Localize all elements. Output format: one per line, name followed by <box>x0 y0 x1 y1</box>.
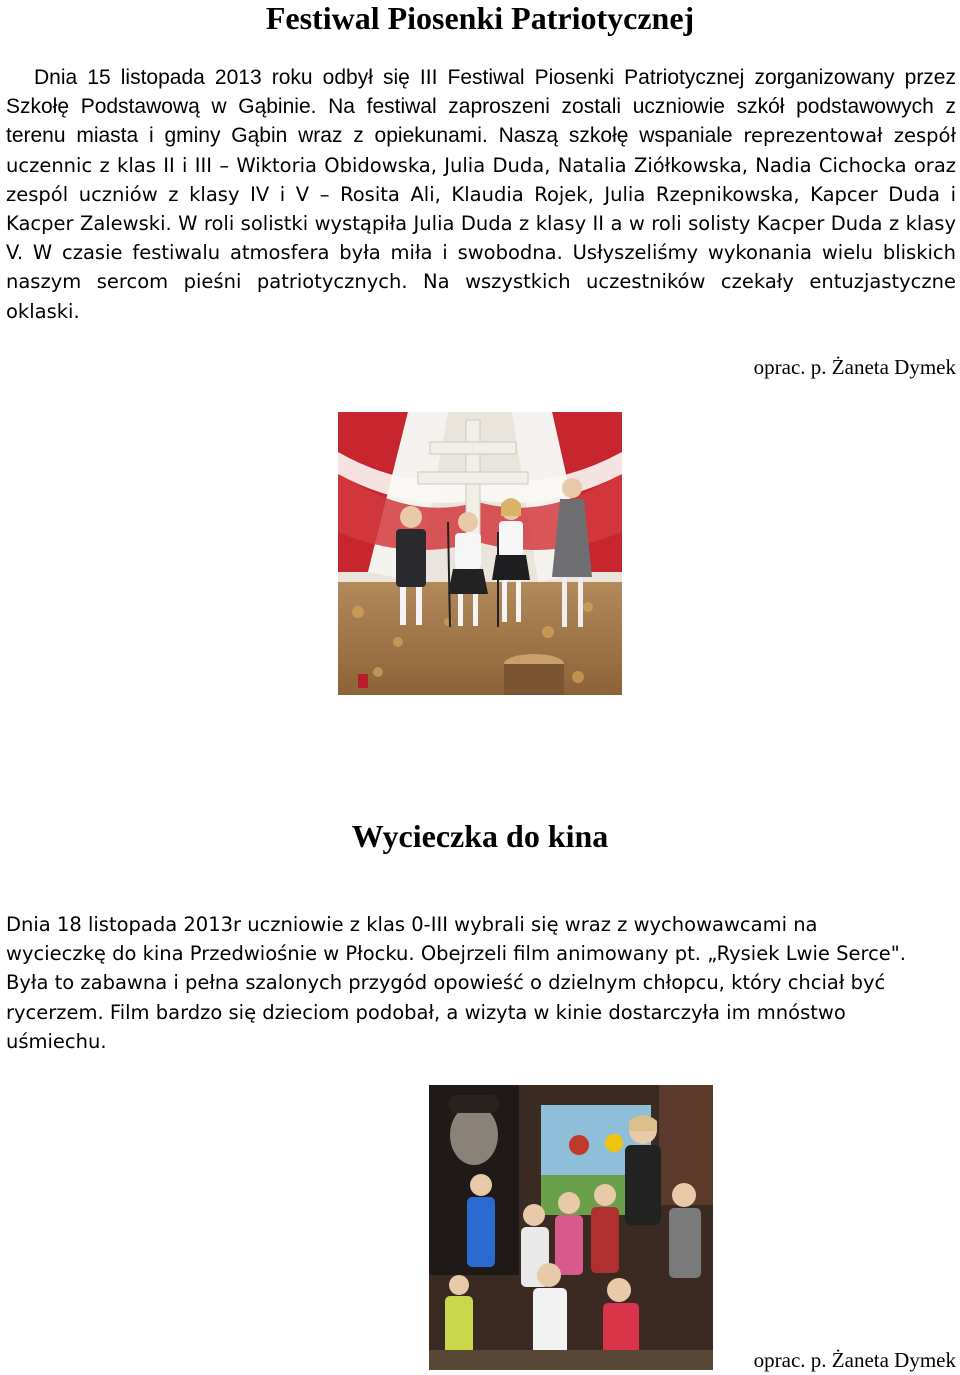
article-title-festival: Festiwal Piosenki Patriotycznej <box>265 0 695 36</box>
festival-stage-illustration <box>338 412 622 695</box>
festival-stage-photo <box>338 412 622 695</box>
article-author-festival: oprac. p. Żaneta Dymek <box>753 355 956 379</box>
article-body-cinema: Dnia 18 listopada 2013r uczniowie z klas 0-III wybrali się wraz z wychowawcami na wycieczkę do kina Przedwiośnie w Płocku. Obejrzeli film animowany pt. „Rysiek Lwie Serce". Była to zabawna i pełna szalonych przygód opowieść o dzielnym chłopcu, który chciał być rycerzem. Film bardzo się dzieciom podobał, a wizyta w kinie dostarczyła im mnóstwo uśmiechu. <box>6 913 906 1053</box>
article-body-festival-part2: reprezentował zespół uczennic z klas II i III – Wiktoria Obidowska, Julia Duda, Natalia Ziółkowska, Nadia Cichocka oraz zespól uczniów z klasy IV i V – Rosita Ali, Klaudia Rojek, Julia Rzepnikowska, Kapcer Duda i Kacper Zalewski. W roli solistki wystąpiła Julia Duda z klasy II a w roli solisty Kacper Duda z klasy V. W czasie festiwalu atmosfera była miła i swobodna. Usłyszeliśmy wykonania wielu bliskich naszym sercom pieśni patriotycznych. Na wszystkich uczestników czekały entuzjastyczne oklaski. <box>6 124 956 323</box>
article-title-cinema: Wycieczka do kina <box>351 818 609 854</box>
cinema-trip-photo <box>429 1085 713 1370</box>
article-author-cinema: oprac. p. Żaneta Dymek <box>753 1348 956 1372</box>
cinema-trip-illustration <box>429 1085 713 1370</box>
article-body-festival-part1: Dnia 15 listopada 2013 roku odbył się III Festiwal Piosenki Patriotycznej zorganizowany przez Szkołę Podstawową w Gąbinie. Na festiwal zaproszeni zostali uczniowie szkół podstawowych z terenu miasta i gminy Gąbin wraz z opiekunami. Naszą szkołę wspaniale <box>6 66 956 148</box>
article-body-festival <box>6 63 956 326</box>
